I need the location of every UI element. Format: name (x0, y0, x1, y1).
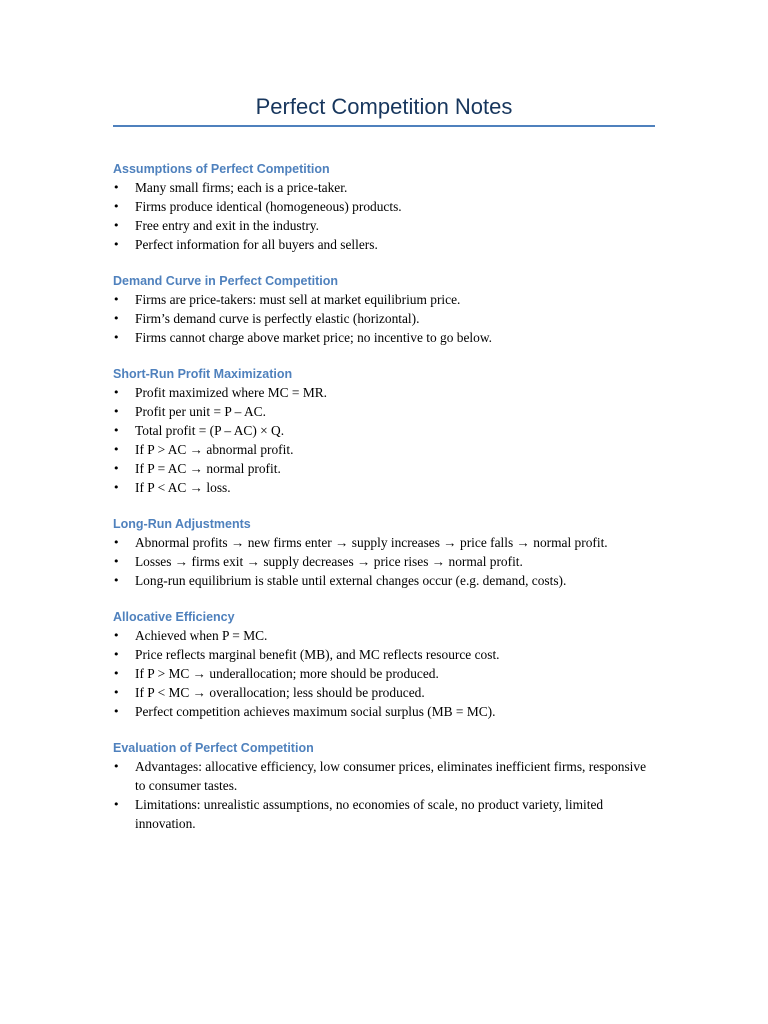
section (113, 608, 655, 721)
bullet-item (113, 440, 655, 459)
bullet-item (113, 216, 655, 235)
bullet-icon: • (113, 219, 120, 232)
section-heading: Short-Run Profit Maximization (113, 367, 293, 381)
bullet-text: Long-run equilibrium is stable until external changes occur (e.g. demand, costs). (135, 573, 567, 588)
bullet-list (113, 533, 655, 590)
page-title: Perfect Competition Notes (255, 94, 513, 119)
bullet-item (113, 328, 655, 347)
bullet-icon: • (113, 293, 120, 306)
bullet-item (113, 309, 655, 328)
section-heading: Long-Run Adjustments (113, 517, 251, 531)
section-heading: Evaluation of Perfect Competition (113, 741, 314, 755)
bullet-text: Limitations: unrealistic assumptions, no economies of scale, no product variety, limited innovation. (135, 797, 604, 831)
bullet-list (113, 383, 655, 497)
bullet-list (113, 290, 655, 347)
section-heading: Allocative Efficiency (113, 610, 235, 624)
bullet-icon: • (113, 424, 120, 437)
bullet-icon: • (113, 667, 120, 680)
bullet-text: Profit maximized where MC = MR. (135, 385, 328, 400)
bullet-icon: • (113, 536, 120, 549)
bullet-text: If P < MC → overallocation; less should be produced. (135, 685, 425, 700)
bullet-icon: • (113, 555, 120, 568)
bullet-item (113, 683, 655, 702)
bullet-text: Firms produce identical (homogeneous) products. (135, 199, 402, 214)
bullet-icon: • (113, 386, 120, 399)
bullet-text: Achieved when P = MC. (135, 628, 268, 643)
bullet-text: Profit per unit = P – AC. (135, 404, 266, 419)
bullet-text: Firms are price-takers: must sell at market equilibrium price. (135, 292, 461, 307)
bullet-icon: • (113, 405, 120, 418)
bullet-text: Perfect information for all buyers and sellers. (135, 237, 378, 252)
bullet-item (113, 421, 655, 440)
bullet-item (113, 533, 655, 552)
bullet-icon: • (113, 481, 120, 494)
bullet-text: If P > AC → abnormal profit. (135, 442, 294, 457)
bullet-text: Perfect competition achieves maximum social surplus (MB = MC). (135, 704, 496, 719)
bullet-text: Total profit = (P – AC) × Q. (135, 423, 285, 438)
bullet-list (113, 178, 655, 254)
bullet-icon: • (113, 705, 120, 718)
bullet-text: If P = AC → normal profit. (135, 461, 281, 476)
bullet-item (113, 757, 655, 795)
section (113, 515, 655, 590)
section (113, 160, 655, 254)
bullet-item (113, 478, 655, 497)
bullet-icon: • (113, 629, 120, 642)
bullet-item (113, 197, 655, 216)
section-heading: Assumptions of Perfect Competition (113, 162, 330, 176)
bullet-text: Losses → firms exit → supply decreases → price rises → normal profit. (135, 554, 523, 569)
bullet-icon: • (113, 686, 120, 699)
bullet-item (113, 552, 655, 571)
bullet-item (113, 290, 655, 309)
bullet-item (113, 626, 655, 645)
bullet-text: Advantages: allocative efficiency, low consumer prices, eliminates inefficient firms, responsive to consumer tastes. (135, 759, 647, 793)
bullet-item (113, 664, 655, 683)
bullet-item (113, 383, 655, 402)
section (113, 739, 655, 833)
bullet-icon: • (113, 331, 120, 344)
bullet-text: Firm’s demand curve is perfectly elastic (horizontal). (135, 311, 420, 326)
bullet-icon: • (113, 200, 120, 213)
bullet-text: If P > MC → underallocation; more should be produced. (135, 666, 439, 681)
bullet-item (113, 235, 655, 254)
bullet-item (113, 795, 655, 833)
bullet-icon: • (113, 760, 120, 773)
bullet-icon: • (113, 574, 120, 587)
bullet-item (113, 402, 655, 421)
bullet-text: Many small firms; each is a price-taker. (135, 180, 348, 195)
bullet-list (113, 757, 655, 833)
bullet-text: Firms cannot charge above market price; no incentive to go below. (135, 330, 492, 345)
bullet-icon: • (113, 312, 120, 325)
bullet-icon: • (113, 648, 120, 661)
bullet-item (113, 571, 655, 590)
section-heading: Demand Curve in Perfect Competition (113, 274, 339, 288)
bullet-item (113, 178, 655, 197)
bullet-list (113, 626, 655, 721)
title-underline (113, 125, 655, 127)
sections-container (113, 158, 655, 851)
bullet-item (113, 645, 655, 664)
bullet-text: If P < AC → loss. (135, 480, 231, 495)
bullet-item (113, 459, 655, 478)
bullet-icon: • (113, 443, 120, 456)
bullet-icon: • (113, 238, 120, 251)
bullet-text: Free entry and exit in the industry. (135, 218, 319, 233)
section (113, 365, 655, 497)
bullet-icon: • (113, 181, 120, 194)
bullet-item (113, 702, 655, 721)
bullet-text: Price reflects marginal benefit (MB), and MC reflects resource cost. (135, 647, 500, 662)
bullet-text: Abnormal profits → new firms enter → supply increases → price falls → normal profit. (135, 535, 608, 550)
bullet-icon: • (113, 798, 120, 811)
bullet-icon: • (113, 462, 120, 475)
section (113, 272, 655, 347)
